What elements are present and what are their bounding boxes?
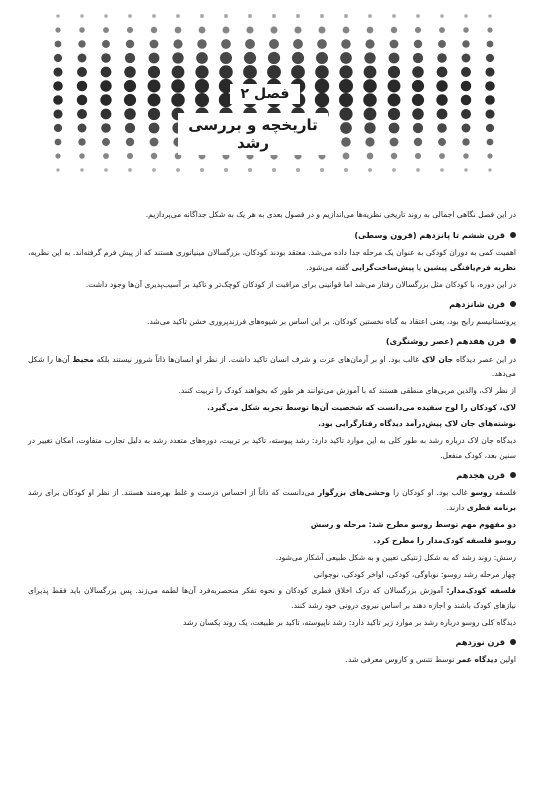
banner-dot bbox=[416, 168, 420, 172]
banner-dot bbox=[389, 123, 400, 134]
banner-dot bbox=[291, 65, 305, 79]
banner-dot bbox=[437, 53, 447, 63]
banner-dot bbox=[439, 27, 445, 33]
banner-dot bbox=[248, 168, 252, 172]
banner-dot bbox=[368, 168, 372, 172]
bullet-icon bbox=[510, 232, 516, 238]
banner-dot bbox=[317, 39, 327, 49]
banner-dot bbox=[463, 153, 469, 159]
paragraph: دیدگاه جان لاک درباره رشد به طور کلی به این موارد تاکید دارد: رشد پیوسته، تاکید بر تربیت، دوره‌های متعدد رشد به دلیل تجارب متفاوت، امکان تغییر در سنین بعد، کودک منفعل. bbox=[28, 436, 516, 460]
banner-dot bbox=[79, 153, 85, 159]
key-statement: نوشته‌های جان لاک پیش‌درآمد دیدگاه رفتارگرایی بود. bbox=[318, 419, 516, 429]
banner-dot bbox=[437, 67, 448, 78]
banner-dot bbox=[488, 168, 491, 171]
banner-dot bbox=[77, 109, 87, 119]
banner-dot bbox=[195, 65, 208, 78]
banner-dot bbox=[53, 95, 63, 105]
banner-dot bbox=[293, 39, 303, 49]
banner-dot bbox=[175, 27, 182, 34]
key-statement: دو مفهوم مهم توسط روسو مطرح شد: مرحله و رسش bbox=[310, 519, 516, 529]
banner-dot bbox=[436, 80, 447, 91]
banner-dot bbox=[412, 108, 424, 120]
banner-dot bbox=[390, 138, 399, 147]
banner-dot bbox=[243, 65, 257, 79]
banner-dot bbox=[485, 95, 495, 105]
banner-dot bbox=[364, 108, 377, 121]
banner-dot bbox=[437, 123, 447, 133]
banner-dot bbox=[339, 79, 353, 93]
banner-dot bbox=[315, 79, 329, 93]
banner-dot bbox=[54, 124, 62, 132]
banner-dot bbox=[152, 168, 156, 172]
banner-dot bbox=[320, 14, 324, 18]
banner-dot bbox=[486, 54, 494, 62]
banner-dot bbox=[413, 53, 423, 63]
banner-dot bbox=[80, 168, 83, 171]
section-heading-medieval: قرن ششم تا پانزدهم (قرون وسطی) bbox=[28, 228, 516, 243]
banner-dot bbox=[101, 123, 111, 133]
banner-dot bbox=[365, 137, 374, 146]
banner-dot bbox=[341, 39, 351, 49]
paragraph: فلسفه روسو غالب بود. او کودکان را وحشی‌های بزرگوار می‌دانست که ذاتاً از احساس درست و غلط بهره‌مند هستند. از نظر او کودکان برای رشد برنامه فطری دارند. bbox=[28, 488, 516, 512]
bullet-icon bbox=[510, 338, 516, 344]
banner-dot bbox=[102, 40, 110, 48]
banner-dot bbox=[127, 153, 133, 159]
banner-dot bbox=[412, 94, 424, 106]
banner-dot bbox=[196, 52, 208, 64]
banner-dot bbox=[78, 124, 87, 133]
banner-dot bbox=[224, 168, 228, 172]
banner-dot bbox=[415, 153, 421, 159]
banner-dot bbox=[296, 168, 300, 172]
banner-dot bbox=[461, 95, 472, 106]
banner-dot bbox=[152, 14, 156, 18]
banner-dot bbox=[267, 65, 281, 79]
banner-dot bbox=[462, 124, 471, 133]
banner-dot bbox=[53, 109, 62, 118]
banner-dot bbox=[487, 139, 494, 146]
banner-dot bbox=[292, 52, 304, 64]
banner-dot bbox=[270, 26, 277, 33]
paragraph: چهار مرحله رشد روسو: نوباوگی، کودکی، اواخر کودکی، نوجوانی bbox=[313, 569, 516, 579]
banner-dot bbox=[436, 94, 447, 105]
banner-dot bbox=[412, 66, 424, 78]
banner-dot bbox=[488, 14, 491, 17]
paragraph: از نظر لاک، والدین مربی‌های منطقی هستند که با آموزش می‌توانند هر طور که بخواهند کودک را تربیت کنند. bbox=[178, 386, 516, 396]
paragraph: فلسفه کودک‌مدار: آموزش بزرگسالان که درک اخلاق فطری کودکان و نحوه تفکر منحصربه‌فرد آن‌ها لطمه می‌زند. پس بزرگسالان باید فقط پذیرای نیازهای کودک باشند و اجازه دهند بر اساس نیروی درونی خود رشد کنند. bbox=[28, 586, 516, 611]
banner-dot bbox=[461, 109, 471, 119]
banner-dot bbox=[363, 79, 377, 93]
banner-dot bbox=[294, 26, 301, 33]
banner-dot bbox=[343, 153, 350, 160]
banner-dot bbox=[244, 52, 256, 64]
banner-dot bbox=[341, 137, 351, 147]
banner-dot bbox=[150, 138, 159, 147]
banner-dot bbox=[440, 168, 444, 172]
banner-dot bbox=[487, 153, 492, 158]
banner-dot bbox=[464, 168, 467, 171]
banner-dot bbox=[172, 52, 183, 63]
chapter-body bbox=[28, 208, 516, 670]
banner-dot bbox=[195, 79, 209, 93]
banner-dot bbox=[101, 67, 112, 78]
banner-dot bbox=[102, 138, 110, 146]
banner-dot bbox=[339, 93, 353, 107]
banner-dot bbox=[364, 66, 377, 79]
banner-dot bbox=[245, 39, 255, 49]
banner-dot bbox=[78, 40, 85, 47]
banner-dot bbox=[78, 138, 85, 145]
banner-dot bbox=[176, 14, 180, 18]
banner-dot bbox=[219, 65, 233, 79]
banner-dot bbox=[413, 123, 423, 133]
banner-dot bbox=[103, 153, 109, 159]
banner-dot bbox=[391, 27, 397, 33]
banner-dot bbox=[340, 122, 352, 134]
paragraph: پروتستانیسم رایج بود، یعنی اعتقاد به گناه نخستین کودکان. بر این اساس بر شیوه‌های فرزندپروری خشن تاکید می‌شد. bbox=[146, 317, 516, 327]
bullet-icon bbox=[510, 639, 516, 645]
banner-dot bbox=[365, 39, 374, 48]
banner-dot bbox=[101, 109, 112, 120]
banner-dot bbox=[318, 26, 325, 33]
chapter-title: تاریخچه و بررسی رشد bbox=[178, 113, 328, 155]
banner-dot bbox=[220, 52, 232, 64]
banner-dot bbox=[320, 168, 324, 172]
paragraph: اهمیت کمی به دوران کودکی به عنوان یک مرحله جدا داده می‌شد. معتقد بودند کودکان، بزرگسالان مینیاتوری هستند که از پیش فرم گرفته‌اند. به این نظریه، نظریه فرم‌یافتگی پیشین یا پیش‌ساخت‌گرایی گفته می‌شود. bbox=[28, 248, 516, 273]
banner-dot bbox=[149, 123, 160, 134]
banner-dot bbox=[390, 40, 399, 49]
banner-dot bbox=[55, 27, 60, 32]
paragraph: در این عصر دیدگاه جان لاک غالب بود. او بر آرمان‌های عزت و شرف انسان تاکید داشت. از نظر او انسان‌ها ذاتاً شرور نیستند بلکه محیط آن‌ها را شکل می‌دهد. bbox=[28, 354, 517, 379]
banner-dot bbox=[343, 27, 350, 34]
banner-dot bbox=[124, 108, 136, 120]
section-heading-18th: قرن هجدهم bbox=[28, 468, 516, 483]
paragraph: اولین دیدگاه عمر توسط تتنس و کاروس معرفی شد. bbox=[345, 655, 516, 665]
banner-dot bbox=[148, 108, 160, 120]
banner-dot bbox=[367, 27, 374, 34]
banner-dot bbox=[77, 67, 87, 77]
banner-dot bbox=[124, 94, 136, 106]
paragraph: رسش: روند رشد که به شکل ژنتیکی تعیین و به شکل طبیعی آشکار می‌شود. bbox=[275, 553, 516, 563]
banner-dot bbox=[80, 14, 83, 17]
banner-dot bbox=[171, 93, 185, 107]
banner-dot bbox=[485, 81, 495, 91]
banner-dot bbox=[55, 41, 62, 48]
banner-dot bbox=[77, 81, 88, 92]
banner-dot bbox=[53, 81, 63, 91]
banner-dot bbox=[272, 168, 276, 172]
banner-dot bbox=[125, 123, 135, 133]
banner-dot bbox=[54, 54, 62, 62]
banner-dot bbox=[248, 14, 252, 18]
banner-dot bbox=[128, 14, 132, 18]
banner-dot bbox=[55, 139, 62, 146]
banner-dot bbox=[414, 138, 422, 146]
banner-dot bbox=[171, 79, 185, 93]
banner-dot bbox=[486, 124, 494, 132]
banner-dot bbox=[268, 52, 280, 64]
banner-dot bbox=[221, 39, 231, 49]
banner-dot bbox=[487, 41, 494, 48]
banner-dot bbox=[126, 40, 134, 48]
banner-dot bbox=[340, 52, 352, 64]
banner-dot bbox=[100, 80, 111, 91]
banner-dot bbox=[128, 168, 132, 172]
banner-dot bbox=[104, 168, 108, 172]
banner-dot bbox=[150, 40, 159, 49]
banner-dot bbox=[344, 14, 348, 18]
banner-dot bbox=[316, 52, 328, 64]
banner-dot bbox=[437, 109, 448, 120]
banner-dot bbox=[440, 14, 444, 18]
banner-dot bbox=[462, 40, 469, 47]
section-heading-16th: قرن شانزدهم bbox=[28, 297, 516, 312]
banner-dot bbox=[464, 14, 467, 17]
banner-dot bbox=[100, 94, 111, 105]
paragraph: در این دوره، با کودکان مثل بزرگسالان رفتار می‌شد اما قوانینی برای مراقبت از کودکان کوچک‌تر و تاکید بر آسیب‌پذیری آن‌ها وجود داشت. bbox=[85, 279, 516, 289]
banner-dot bbox=[56, 168, 59, 171]
banner-dot bbox=[200, 168, 204, 172]
banner-dot bbox=[296, 14, 300, 18]
banner-dot bbox=[224, 14, 228, 18]
banner-dot bbox=[439, 153, 445, 159]
banner-dot bbox=[344, 168, 348, 172]
key-statement: لاک، کودکان را لوح سفیده می‌دانست که شخصیت آن‌ها توسط تجربه شکل می‌گیرد. bbox=[207, 402, 516, 412]
banner-dot bbox=[388, 94, 401, 107]
banner-dot bbox=[392, 14, 396, 18]
banner-dot bbox=[272, 14, 276, 18]
banner-dot bbox=[339, 107, 352, 120]
banner-dot bbox=[56, 14, 59, 17]
banner-dot bbox=[438, 40, 446, 48]
banner-dot bbox=[148, 94, 161, 107]
banner-dot bbox=[78, 54, 87, 63]
banner-dot bbox=[269, 39, 279, 49]
banner-dot bbox=[124, 80, 136, 92]
banner-dot bbox=[125, 53, 135, 63]
banner-dot bbox=[339, 65, 352, 78]
banner-dot bbox=[195, 93, 209, 107]
banner-dot bbox=[315, 65, 329, 79]
banner-dot bbox=[438, 138, 446, 146]
banner-dot bbox=[315, 93, 329, 107]
banner-dot bbox=[462, 138, 469, 145]
banner-dot bbox=[415, 27, 421, 33]
banner-dot bbox=[414, 40, 422, 48]
paragraph: دیدگاه کلی روسو درباره رشد بر موارد زیر تاکید دارد: رشد ناپیوسته، تاکید بر طبیعت، یک روند یکسان رشد bbox=[183, 617, 516, 627]
banner-dot bbox=[389, 53, 400, 64]
banner-dot bbox=[199, 27, 206, 34]
banner-dot bbox=[368, 14, 372, 18]
banner-dot bbox=[79, 27, 85, 33]
banner-dot bbox=[103, 27, 109, 33]
banner-dot bbox=[392, 168, 396, 172]
section-heading-19th: قرن نوزدهم bbox=[28, 635, 516, 650]
banner-dot bbox=[149, 53, 160, 64]
banner-dot bbox=[485, 67, 494, 76]
banner-dot bbox=[462, 54, 471, 63]
banner-dot bbox=[200, 14, 204, 18]
banner-dot bbox=[461, 67, 471, 77]
banner-dot bbox=[364, 122, 375, 133]
banner-dot bbox=[151, 27, 157, 33]
banner-dot bbox=[463, 27, 469, 33]
banner-dot bbox=[412, 80, 424, 92]
banner-dot bbox=[55, 153, 60, 158]
banner-dot bbox=[363, 93, 377, 107]
banner-dot bbox=[388, 66, 400, 78]
banner-dot bbox=[172, 66, 185, 79]
banner-dot bbox=[101, 53, 111, 63]
key-statement: روسو فلسفه کودک‌مدار را مطرح کرد. bbox=[373, 536, 516, 546]
banner-dot bbox=[367, 153, 374, 160]
banner-dot bbox=[148, 80, 161, 93]
banner-dot bbox=[148, 66, 160, 78]
section-heading-17th: قرن هفدهم (عصر روشنگری) bbox=[28, 334, 516, 349]
bullet-icon bbox=[510, 472, 516, 478]
banner-dot bbox=[364, 52, 375, 63]
banner-dot bbox=[151, 153, 157, 159]
banner-dot bbox=[126, 138, 134, 146]
banner-dot bbox=[104, 14, 108, 18]
banner-dot bbox=[222, 26, 229, 33]
banner-dot bbox=[485, 109, 494, 118]
banner-dot bbox=[391, 153, 397, 159]
intro-paragraph: در این فصل نگاهی اجمالی به روند تاریخی نظریه‌ها می‌اندازیم و در فصول بعدی به هر یک به شکل جداگانه می‌پردازیم. bbox=[145, 210, 516, 219]
banner-dot bbox=[487, 27, 492, 32]
banner-dot bbox=[461, 81, 472, 92]
chapter-number: فصل ۲ bbox=[230, 84, 300, 104]
banner-dot bbox=[388, 108, 400, 120]
banner-dot bbox=[246, 26, 253, 33]
banner-dot bbox=[124, 66, 136, 78]
banner-dot bbox=[77, 95, 88, 106]
banner-dot bbox=[127, 27, 133, 33]
banner-dot bbox=[176, 168, 180, 172]
banner-dot bbox=[416, 14, 420, 18]
banner-dot bbox=[173, 39, 182, 48]
banner-dot bbox=[53, 67, 62, 76]
banner-dot bbox=[197, 39, 207, 49]
bullet-icon bbox=[510, 301, 516, 307]
banner-dot bbox=[388, 80, 401, 93]
